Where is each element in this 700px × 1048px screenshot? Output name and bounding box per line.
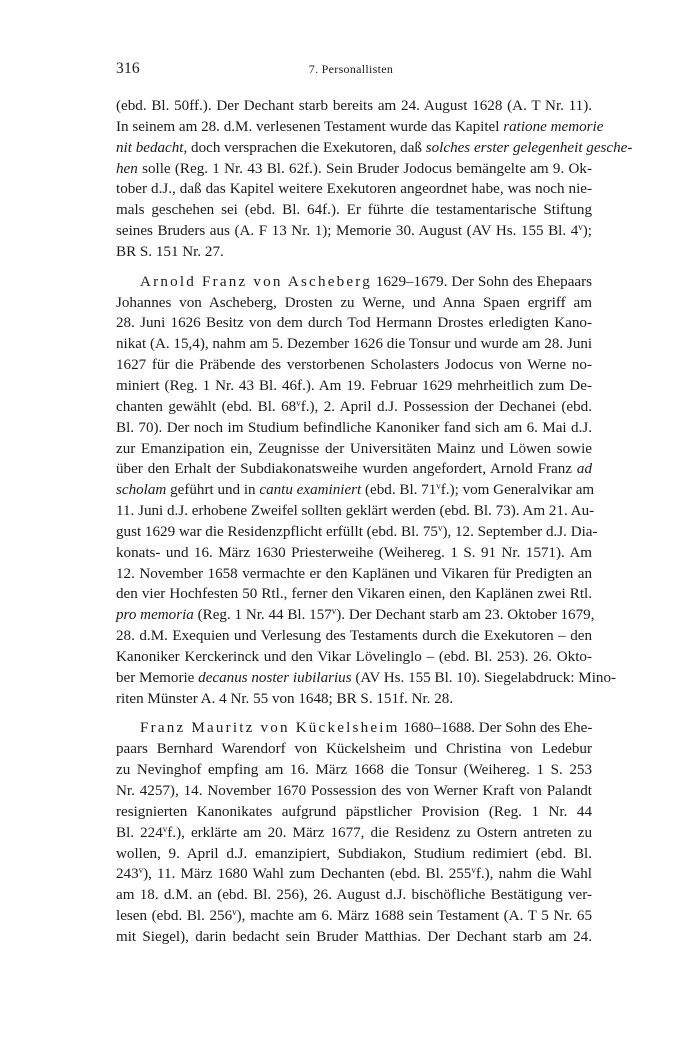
superscript: v [578,222,583,233]
text-line: 28. d.M. Exequien und Verlesung des Testaments durch die Exekutoren – den [116,628,592,645]
italic-phrase: solches erster gelegenheit gesche- [425,139,633,156]
italic-phrase: scholam [116,482,167,499]
text-line: In seinem am 28. d.M. verlesenen Testament wurde das Kapitel ratione memorie [116,118,604,135]
text-line: chanten gewählt (ebd. Bl. 68$^v$f.), 2. April d.J. Possession der Dechanei (ebd. [116,397,592,415]
text-line: Bl. 70). Der noch im Studium befindliche Kanoniker fand sich am 6. Mai d.J. [116,419,592,436]
text-line: resignierten Kanonikates aufgrund päpstlicher Provision (Reg. 1 Nr. 44 [116,803,592,820]
body-text [116,96,633,948]
text-line: pro memoria (Reg. 1 Nr. 44 Bl. 157$^v$). Der Dechant starb am 23. Oktober 1679, [116,606,595,624]
text-line: 11. Juni d.J. erhobene Zweifel sollten geklärt werden (ebd. Bl. 73). Am 21. Au- [116,503,595,520]
text-line: den vier Hochfesten 50 Rtl., ferner den Vikaren einen, den Kaplänen zwei Rtl. [116,586,592,603]
superscript: v [437,522,443,533]
superscript: v [296,397,301,408]
paragraph-gap [116,263,592,272]
italic-phrase: ratione memorie [503,118,604,135]
italic-phrase: ad [576,461,592,478]
text-line: scholam geführt und in cantu examiniert (ebd. Bl. 71$^v$f.); vom Generalvikar am [116,481,595,499]
paragraph-gap [116,709,592,718]
text-line: Johannes von Ascheberg, Drosten zu Werne, und Anna Spaen ergriff am [116,294,592,311]
text-line: Franz Mauritz von Kückelsheim 1680–1688. Der Sohn des Ehe- [140,720,593,737]
text-line: 12. November 1658 vermachte er den Kaplänen und Vikaren für Predigten an [116,565,592,582]
text-line: nikat (A. 15,4), nahm am 5. Dezember 1626 die Tonsur und wurde am 28. Juni [116,336,593,353]
text-line: seines Bruders aus (A. F 13 Nr. 1); Memorie 30. August (AV Hs. 155 Bl. 4$^v$); [116,222,592,240]
text-line: 243$^v$), 11. März 1680 Wahl zum Dechanten (ebd. Bl. 255$^v$f.), nahm die Wahl [116,865,592,883]
text-line: Arnold Franz von Ascheberg 1629–1679. Der Sohn des Ehepaars [140,273,592,290]
page-number: 316 [116,60,140,77]
text-line: Nr. 4257), 14. November 1670 Possession des von Werner Kraft von Palandt [116,783,592,799]
italic-phrase: decanus noster iubilarius [198,669,352,686]
superscript: v [232,907,237,918]
text-line: mals geschehen sei (ebd. Bl. 64f.). Er führte die testamentarische Stiftung [116,202,592,219]
italic-phrase: nit bedacht [116,139,184,156]
text-line: über den Erhalt der Subdiakonatsweihe wurden angefordert, Arnold Franz ad [116,461,592,478]
paragraph [116,96,633,263]
text-line: hen solle (Reg. 1 Nr. 43 Bl. 62f.). Sein Bruder Jodocus bemängelte am 9. Ok- [116,160,592,177]
text-line: mit Siegel), darin bedacht sein Bruder Matthias. Der Dechant starb am 24. [116,928,592,945]
italic-phrase: hen [116,160,138,177]
italic-phrase: cantu examiniert [259,482,362,499]
superscript: v [471,865,476,876]
text-line: 1627 für die Präbende des verstorbenen Scholasters Jodocus von Werne no- [116,357,592,374]
text-line: (ebd. Bl. 50ff.). Der Dechant starb bereits am 24. August 1628 (A. T Nr. 11). [116,98,592,114]
superscript: v [331,606,337,617]
text-line: zu Nevinghof empfing am 16. März 1668 die Tonsur (Weihereg. 1 S. 253 [116,762,592,779]
text-line: Kanoniker Kerckerinck und den Vikar Lövelinglo – (ebd. Bl. 253). 26. Okto- [116,648,592,665]
section-title: 7. Personallisten [308,62,394,76]
paragraph [116,718,592,947]
text-line: zur Emanzipation ein, Zeugnisse der Universitäten Mainz und Löwen sowie [116,440,592,457]
superscript: v [436,481,441,492]
italic-phrase: pro memoria [116,607,194,624]
text-line: wollen, 9. April d.J. emanzipiert, Subdiakon, Studium redimiert (ebd. Bl. [116,845,592,862]
text-line: paars Bernhard Warendorf von Kückelsheim und Christina von Ledebur [116,741,592,758]
text-line: miniert (Reg. 1 Nr. 43 Bl. 46f.). Am 19. Februar 1629 mehrheitlich zum De- [116,377,592,394]
paragraph [116,272,617,710]
superscript: v [162,823,168,834]
text-line: 28. Juni 1626 Besitz von dem durch Tod Hermann Drostes erledigten Kano- [116,315,592,332]
text-line: konats- und 16. März 1630 Priesterweihe (Weihereg. 1 S. 91 Nr. 1571). Am [116,544,592,561]
text-line: riten Münster A. 4 Nr. 55 von 1648; BR S. 151f. Nr. 28. [116,690,454,707]
text-line: tober d.J., daß das Kapitel weitere Exekutoren angeordnet habe, was noch nie- [116,181,592,198]
text-line: BR S. 151 Nr. 27. [116,243,224,260]
text-line: nit bedacht, doch versprachen die Exekutoren, daß solches erster gelegenheit gesche- [116,139,633,156]
text-line: gust 1629 war die Residenzpflicht erfüllt (ebd. Bl. 75$^v$), 12. September d.J. Dia- [116,522,598,540]
text-line: ber Memorie decanus noster iubilarius (AV Hs. 155 Bl. 10). Siegelabdruck: Mino- [116,669,617,686]
person-name: Arnold Franz von Ascheberg [140,273,372,290]
text-line: lesen (ebd. Bl. 256$^v$), machte am 6. März 1688 sein Testament (A. T 5 Nr. 65 [116,907,593,925]
running-head [116,60,586,82]
person-name: Franz Mauritz von Kückelsheim [140,720,400,737]
text-line: Bl. 224$^v$f.), erklärte am 20. März 1677, die Residenz zu Ostern antreten zu [116,823,592,841]
text-line: am 18. d.M. an (ebd. Bl. 256), 26. August d.J. bischöfliche Bestätigung ver- [116,887,592,904]
superscript: v [138,865,144,876]
